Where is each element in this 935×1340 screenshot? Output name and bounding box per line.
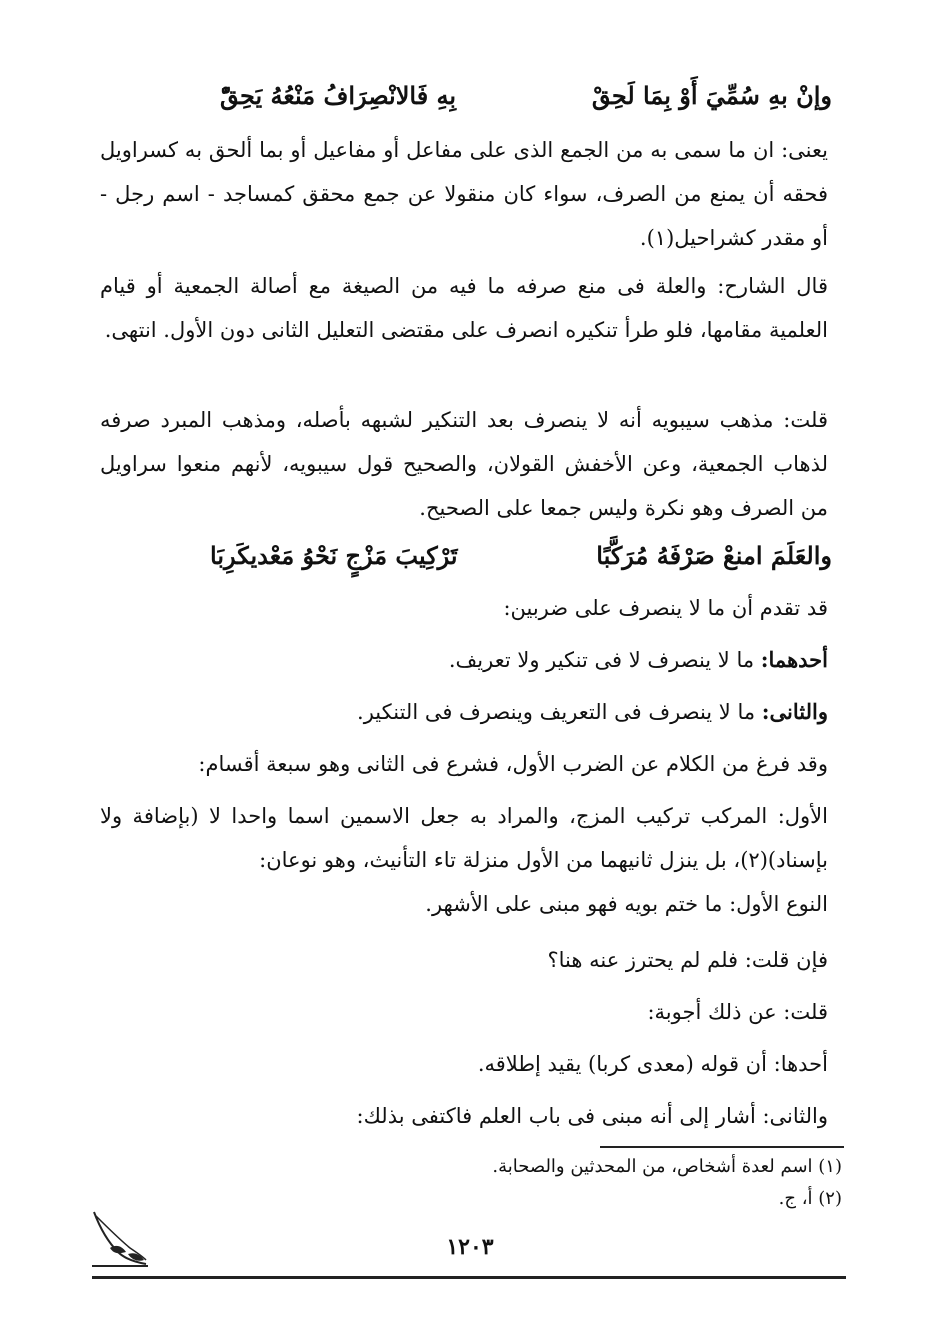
quill-ornament-icon bbox=[88, 1208, 150, 1270]
page-number: ١٢٠٣ bbox=[446, 1234, 494, 1260]
paragraph-1: يعنى: ان ما سمى به من الجمع الذى على مفاعل أو مفاعيل أو بما ألحق به كسراويل فحقه أن يمنع من الصرف، سواء كان منقولا عن جمع محقق كمساجد - اسم رجل - أو مقدر كشراحيل(١). bbox=[100, 138, 828, 250]
verse-2-second-hemistich: تَرْكِيبَ مَزْجٍ نَحْوُ مَعْديكَرِبَا bbox=[210, 541, 458, 570]
paragraph-3: قلت: مذهب سيبويه أنه لا ينصرف بعد التنكير لشبهه بأصله، ومذهب المبرد صرفه لذهاب الجمعية، وعن الأخفش القولان، والصحيح قول سيبويه، لأنهم منعوا سراويل من الصرف وهو نكرة وليس جمعا على الصحيح. bbox=[100, 408, 828, 520]
paragraph-7: وقد فرغ من الكلام عن الضرب الأول، فشرع فى الثانى وهو سبعة أقسام: bbox=[198, 752, 828, 776]
paragraph-4: قد تقدم أن ما لا ينصرف على ضربين: bbox=[503, 596, 828, 620]
paragraph-5-lead: أحدهما: bbox=[760, 647, 828, 672]
paragraph-5 bbox=[100, 638, 828, 682]
verse-2-first-hemistich: والعَلَمَ امنعْ صَرْفَهُ مُرَكَّبًا bbox=[596, 541, 832, 570]
paragraph-11: قلت: عن ذلك أجوبة: bbox=[647, 1000, 828, 1024]
paragraph-6 bbox=[100, 690, 828, 734]
footnote-1: (١) اسم لعدة أشخاص، من المحدثين والصحابة. bbox=[492, 1156, 842, 1177]
verse-line-1 bbox=[100, 72, 840, 120]
footnote-2: (٢) أ، ج. bbox=[778, 1188, 842, 1209]
paragraph-5-text: ما لا ينصرف لا فى تنكير ولا تعريف. bbox=[448, 648, 761, 672]
verse-1-second-hemistich: بِهِ فَالانْصِرَافُ مَنْعُهُ يَحِقّْ bbox=[220, 81, 457, 110]
paragraph-8: الأول: المركب تركيب المزج، والمراد به جعل الاسمين اسما واحدا لا (بإضافة ولا بإسناد)(٢)، بل ينزل ثانيهما من الأول منزلة تاء التأنيث، وهو نوعان: bbox=[100, 804, 828, 872]
paragraph-2: قال الشارح: والعلة فى منع صرفه ما فيه من الصيغة مع أصالة الجمعية أو قيام العلمية مقامها، فلو طرأ تنكيره انصرف على مقتضى التعليل الثانى دون الأول. انتهى. bbox=[100, 274, 828, 342]
verse-1-first-hemistich: وإنْ بهِ سُمِّيَ أَوْ بِمَا لَحِقْ bbox=[591, 81, 832, 110]
paragraph-6-lead: والثانى: bbox=[761, 699, 828, 724]
footnote-separator bbox=[600, 1146, 844, 1148]
paragraph-6-text: ما لا ينصرف فى التعريف وينصرف فى التنكير. bbox=[357, 700, 762, 724]
paragraph-13: والثانى: أشار إلى أنه مبنى فى باب العلم فاكتفى بذلك: bbox=[356, 1104, 828, 1128]
verse-line-2 bbox=[100, 532, 840, 580]
paragraph-9: النوع الأول: ما ختم بويه فهو مبنى على الأشهر. bbox=[425, 892, 828, 916]
paragraph-10: فإن قلت: فلم لم يحترز عنه هنا؟ bbox=[547, 948, 828, 972]
paragraph-12: أحدها: أن قوله (معدى كربا) يقيد إطلاقه. bbox=[477, 1052, 828, 1076]
page-bottom-rule bbox=[92, 1276, 846, 1279]
